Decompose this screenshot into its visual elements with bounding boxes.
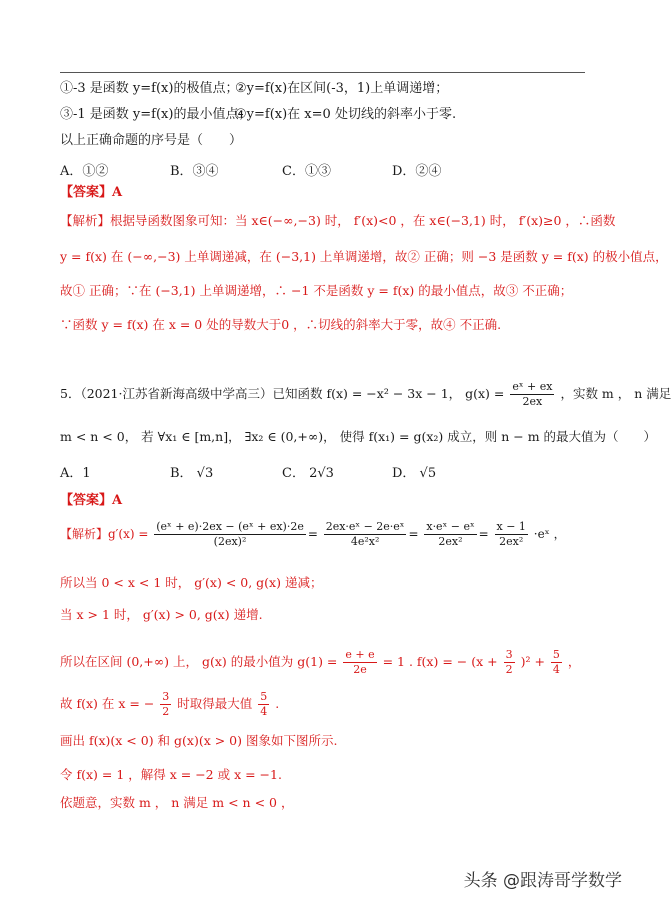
q4-option-c: C．①③ (282, 164, 331, 179)
g-fraction (510, 380, 554, 409)
q5-derivative-line: 【解析】g′(x) = $\frac{\text{(eˣ + e)·2ex − (eˣ + ex)·2e}}{\text{(2ex)²}}$ = $\frac{\text{2ex·eˣ − 2e·eˣ}}{\text{4e²x²}}$ = $\frac{\text{x·eˣ − eˣ}}{\text{2ex²}}$ = $\frac{x - 1}{\text{2ex²}}$ ·eˣ ， (60, 520, 566, 548)
min-text-e: ， (567, 654, 581, 669)
max-value-fraction (258, 690, 269, 719)
min-text-b: = 1 . f(x) = − (382, 654, 468, 669)
q4-statement-1: ①-3 是函数 y=f(x)的极值点； (60, 81, 239, 96)
five-quarters-fraction (551, 648, 562, 677)
q5-option-c: C． 2√3 (282, 466, 334, 481)
q5-stem-a: 5．（2021·江苏省新海高级中学高三）已知函数 f(x) = −x² − 3x − 1， g(x) = (60, 386, 505, 401)
q5-line-maximum (60, 690, 279, 719)
q5-line-graph: 画出 f(x)(x < 0) 和 g(x)(x > 0) 图象如下图所示. (60, 733, 338, 748)
watermark: 头条 @跟涛哥学数学 (463, 871, 622, 891)
q5-line-increasing: 当 x > 1 时， g′(x) > 0, g(x) 递增. (60, 607, 263, 622)
q4-analysis-2: y = f(x) 在 (−∞,−3) 上单调递减，在 (−3,1) 上单调递增，故② 正确；则 −3 是函数 y = f(x) 的极小值点， (60, 249, 668, 264)
deriv-1-num: (eˣ + e)·2ex − (eˣ + ex)·2e (156, 520, 304, 533)
min-text-a: 所以在区间 (0,+∞) 上， g(x) 的最小值为 g(1) = (60, 654, 338, 669)
q5-stem-line-1 (60, 380, 671, 409)
max-value-den: 4 (260, 705, 268, 718)
g-numerator: eˣ + ex (512, 380, 553, 393)
deriv-4-num: x − 1 (496, 520, 526, 533)
deriv-tail: ·eˣ ， (533, 527, 566, 541)
deriv-2-num: 2ex·eˣ − 2e·eˣ (325, 520, 405, 533)
q5-stem-c: m < n < 0， 若 ∀x₁ ∈ [m,n]， ∃x₂ ∈ (0,+∞)， 使得 f(x₁) = g(x₂) 成立，则 n − m 的最大值为（ ） (60, 429, 657, 444)
q5-stem-b: ，实数 m ， n 满足 (560, 386, 671, 401)
q4-analysis-4: ∵函数 y = f(x) 在 x = 0 处的导数大于0 ，∴切线的斜率大于零，故④ 不正确. (60, 317, 502, 332)
three-num: 3 (505, 648, 513, 661)
q4-analysis-3: 故① 正确；∵在 (−3,1) 上单调递增，∴ −1 不是函数 y = f(x) 的最小值点，故③ 不正确； (60, 283, 573, 298)
min-text-c: (x + (471, 654, 498, 669)
q4-statement-2: ②y=f(x)在区间(-3，1)上单调递增； (235, 81, 449, 96)
q5-line-decreasing: 所以当 0 < x < 1 时， g′(x) < 0, g(x) 递减； (60, 575, 323, 590)
deriv-fraction-2 (324, 520, 407, 549)
max-text-b: 时取得最大值 (177, 696, 253, 711)
five-num: 5 (552, 648, 560, 661)
q4-statement-3: ③-1 是函数 y=f(x)的最小值点； (60, 107, 252, 122)
deriv-4-den: 2ex² (499, 535, 524, 548)
header-rule (60, 72, 585, 73)
max-x-den: 2 (162, 705, 170, 718)
min-fraction (343, 648, 376, 677)
max-text-c: . (275, 696, 280, 711)
max-x-fraction (160, 690, 171, 719)
q4-statement-4: ④y=f(x)在 x=0 处切线的斜率小于零. (235, 107, 457, 122)
q5-derivative-label: 【解析】g′(x) = (60, 527, 149, 541)
q5-answer: 【答案】A (60, 493, 123, 508)
deriv-1-den: (2ex)² (213, 535, 247, 548)
q4-answer: 【答案】A (60, 185, 123, 200)
q5-line-solve: 令 f(x) = 1 ，解得 x = −2 或 x = −1. (60, 767, 282, 782)
q5-line-condition: 依题意，实数 m ， n 满足 m < n < 0 ， (60, 795, 294, 810)
max-value-num: 5 (260, 690, 268, 703)
q5-option-a: A．1 (60, 466, 91, 481)
g-denominator: 2ex (522, 395, 543, 408)
q4-analysis-1: 【解析】根据导函数图象可知：当 x∈(−∞,−3) 时， f′(x)<0 ，在 x∈(−3,1) 时， f′(x)≥0 ，∴函数 (60, 213, 616, 228)
deriv-fraction-1 (154, 520, 306, 549)
two-den: 2 (505, 663, 513, 676)
q5-option-d: D． √5 (392, 466, 437, 481)
four-den: 4 (552, 663, 560, 676)
q5-line-minimum (60, 648, 580, 677)
q4-option-a: A．①② (60, 164, 109, 179)
max-x-num: 3 (162, 690, 170, 703)
q5-option-b: B． √3 (170, 466, 214, 481)
min-num: e + e (345, 648, 375, 661)
q4-option-d: D．②④ (392, 164, 442, 179)
deriv-2-den: 4e²x² (350, 535, 380, 548)
q4-option-b: B．③④ (170, 164, 219, 179)
min-den: 2e (353, 663, 367, 676)
q4-prompt: 以上正确命题的序号是（ ） (60, 133, 243, 148)
max-text-a: 故 f(x) 在 x = − (60, 696, 155, 711)
deriv-fraction-4 (495, 520, 528, 549)
deriv-fraction-3 (424, 520, 476, 549)
min-text-d: )² + (520, 654, 545, 669)
three-halves-fraction (504, 648, 515, 677)
deriv-3-den: 2ex² (438, 535, 463, 548)
deriv-3-num: x·eˣ − eˣ (426, 520, 475, 533)
